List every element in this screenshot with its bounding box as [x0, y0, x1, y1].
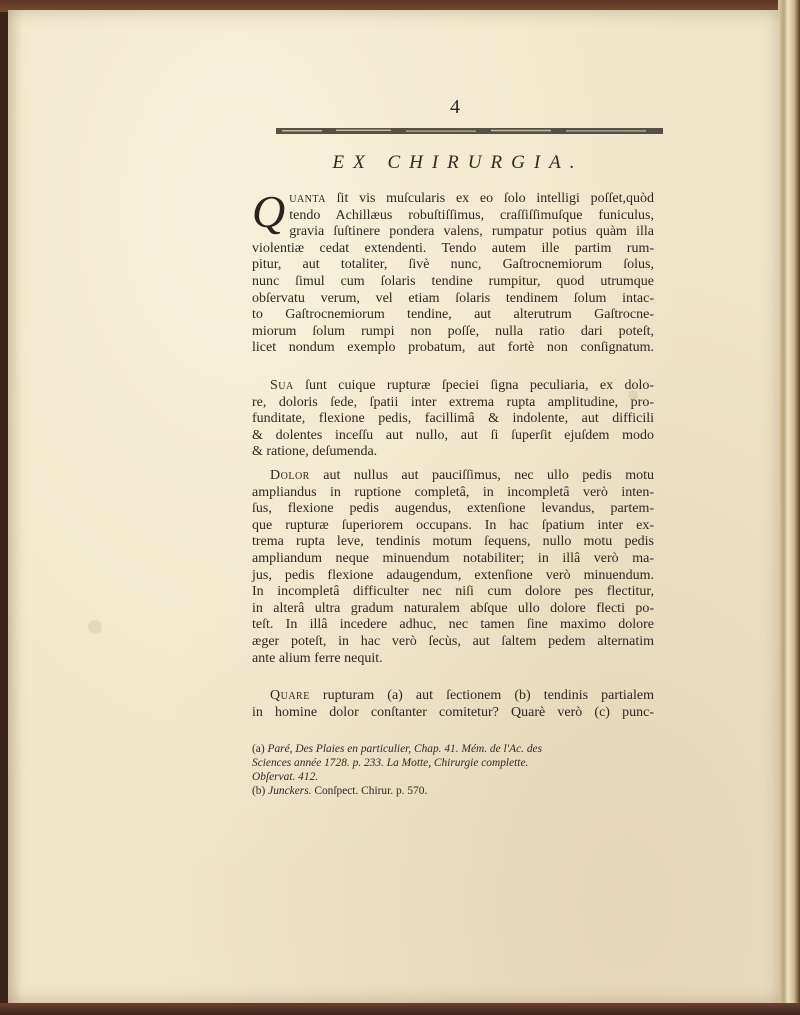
- text-line: que rupturæ ſuperiorem occupans. In hac ſpatium inter ex-: [252, 517, 654, 533]
- text-line: in alterâ ultra gradum naturalem abſque ullo dolore flecti po-: [252, 600, 654, 616]
- text-line: licet nondum exemplo probatum, aut fortè non conſignatum.: [252, 340, 654, 356]
- page-number: 4: [450, 96, 460, 118]
- text-line: Dolor aut nullus aut pauciſſimus, nec ullo pedis motu: [270, 468, 655, 483]
- text-line: to Gaſtrocnemiorum tendine, aut alterutrum Gaſtrocne-: [252, 307, 654, 323]
- paragraph-lead-word: Sua: [270, 378, 294, 393]
- footnote-text: Conſpect. Chirur. p. 570.: [314, 785, 428, 797]
- footnote-b: [252, 784, 672, 798]
- text-line: Sua ſunt cuique rupturæ ſpeciei ſigna peculiaria, ex dolo-: [270, 378, 654, 393]
- text-line: funditate, flexione pedis, facillimâ & indolente, aut difficili: [252, 411, 654, 427]
- paragraph-4: [252, 688, 654, 721]
- text-line: trema rupta leve, tendinis motum ſequens, nullo motu pedis: [252, 534, 654, 550]
- header-ornament-rule: [276, 126, 663, 136]
- text-line: & ratione, deſumenda.: [252, 444, 378, 460]
- text-line: obſervatu verum, vel etiam ſolaris tendinem ſolum intac-: [252, 290, 654, 306]
- text-line: nunc ſimul cum ſolaris tendine rumpitur, quod utrumque: [252, 273, 654, 289]
- paragraph-lead-word: Quare: [270, 688, 310, 703]
- text-line: ampliandum neque minuendum notabiliter; in illâ verò ma-: [252, 550, 654, 566]
- text-line: teſt. In illâ incedere adhuc, nec tamen ſine maximo dolore: [252, 617, 654, 633]
- footnote-a: [252, 742, 672, 756]
- footnote-text: Paré, Des Plaies en particulier, Chap. 41. Mém. de l'Ac. des: [267, 743, 543, 755]
- paragraph-1: [252, 186, 655, 357]
- text-line: re, doloris ſede, ſpatii inter extrema rupta amplitudine, pro-: [252, 394, 654, 410]
- footnote-a-cont: [252, 770, 672, 784]
- text-line: gravia ſuſtinere pondera valens, rumpatur potius quàm illa: [289, 224, 654, 240]
- page-stack-edge: [778, 0, 800, 1015]
- footnote-author: Junckers.: [268, 785, 312, 797]
- footnote-label: (a): [252, 743, 265, 755]
- paragraph-3: [252, 468, 654, 667]
- text-line: ampliandus in ruptione completâ, in incompletâ verò inten-: [252, 484, 654, 500]
- text-line: Quare rupturam (a) aut ſectionem (b) tendinis partialem: [270, 688, 655, 703]
- text-line: ſus, flexione pedis augendus, extenſione levandus, partem-: [252, 501, 654, 517]
- drop-cap: Q: [252, 186, 286, 237]
- text-line: miorum ſolum rumpi non poſſe, nulla ratio dari poteſt,: [252, 323, 654, 339]
- footnote-text: Obſervat. 412.: [252, 771, 319, 783]
- text-line: violentiæ cedat extendenti. Tendo autem ille partim rum-: [252, 240, 654, 256]
- paper-stain: [88, 620, 102, 634]
- footnote-label: (b): [252, 785, 266, 797]
- text-line: In incompletâ difficulter nec niſi cum dolore pes flectitur,: [252, 584, 654, 600]
- footnote-a-cont: [252, 756, 672, 770]
- text-line: tendo Achillæus robuſtiſſimus, craſſiſſimuſque funiculus,: [289, 207, 654, 223]
- text-line: pitur, aut totaliter, ſivè nunc, Gaſtrocnemiorum ſolus,: [252, 257, 654, 273]
- text-line: uanta ſit vis muſcularis ex eo ſolo intelligi poſſet,quòd: [289, 191, 655, 206]
- text-line: ante alium ferre nequit.: [252, 650, 383, 666]
- book-binding-bottom: [0, 1003, 800, 1015]
- paragraph-2: [252, 378, 654, 461]
- footnote-text: Sciences année 1728. p. 233. La Motte, Chirurgie complette.: [252, 757, 529, 769]
- text-line: in homine dolor conſtanter comitetur? Quarè verò (c) punc-: [252, 704, 654, 720]
- text-line: æger poteſt, in hac verò ſecùs, aut ſaltem pedem alternatim: [252, 633, 654, 649]
- text-line: jus, pedis flexione adaugendum, extenſione verò minuendum.: [252, 567, 654, 583]
- paragraph-lead-word: uanta: [289, 191, 326, 206]
- section-heading: EX CHIRURGIA.: [332, 152, 584, 173]
- text-line: & dolentes inceſſu aut nullo, aut ſi ſuperſit ejuſdem modo: [252, 427, 654, 443]
- paragraph-lead-word: Dolor: [270, 468, 310, 483]
- footnotes: [252, 742, 672, 798]
